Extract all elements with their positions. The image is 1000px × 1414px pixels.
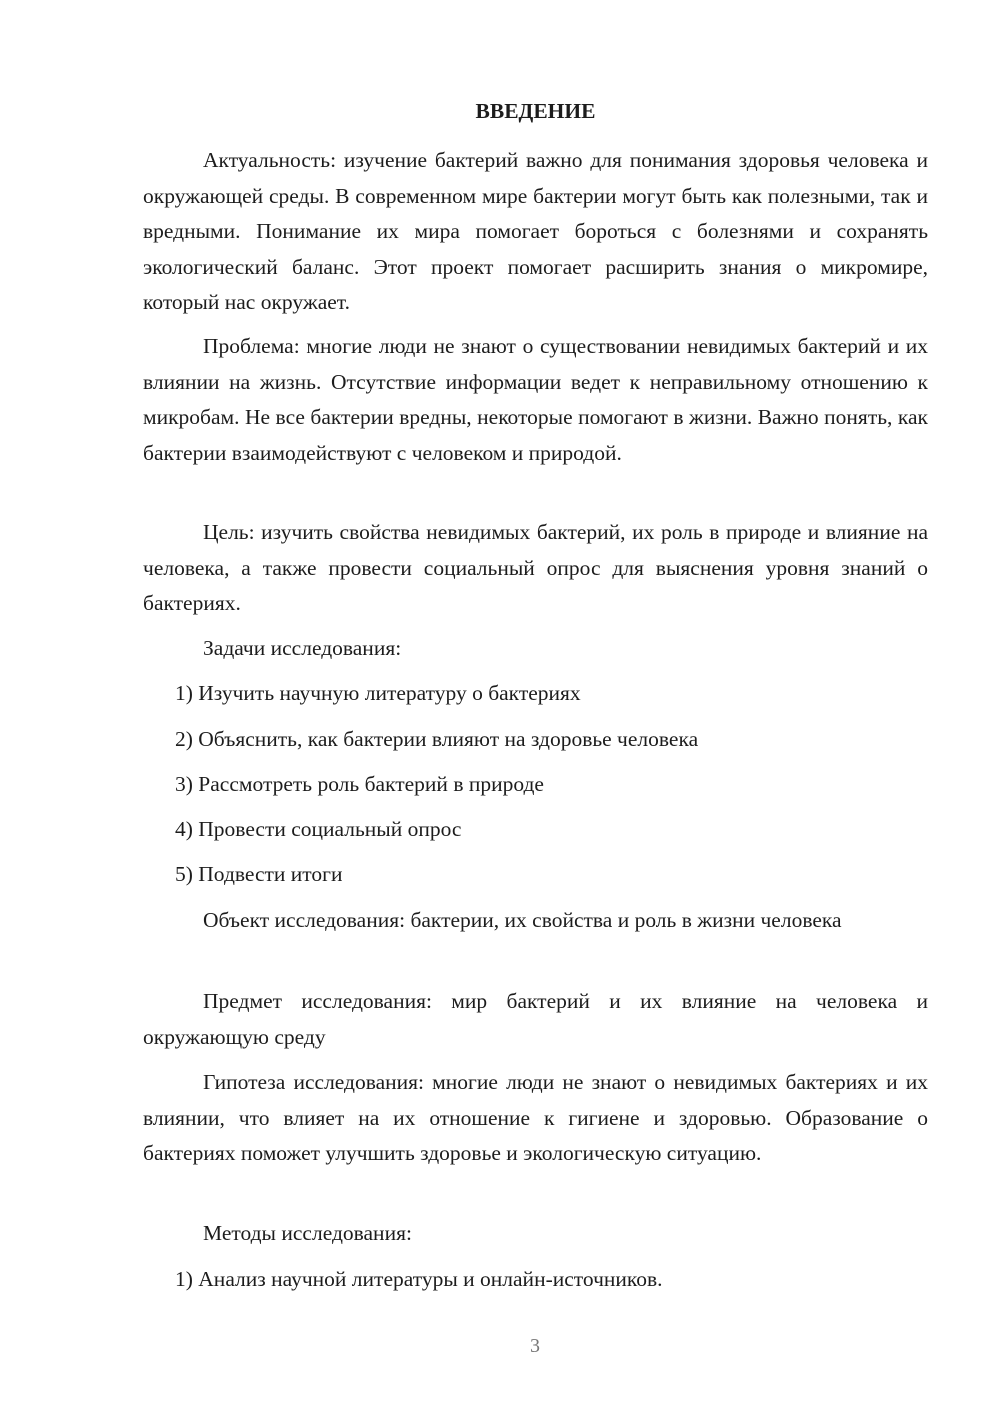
goal-paragraph: Цель: изучить свойства невидимых бактерий, их роль в природе и влияние на человека, а также провести социальный опрос для выяснения уровня знаний о бактериях. [143, 520, 928, 615]
task-item: 3) Рассмотреть роль бактерий в природе [175, 772, 544, 796]
task-item: 4) Провести социальный опрос [175, 817, 462, 841]
relevance-paragraph: Актуальность: изучение бактерий важно для понимания здоровья человека и окружающей среды. В современном мире бактерии могут быть как полезными, так и вредными. Понимание их мира помогает бороться с болезнями и сохранять экологический баланс. Этот проект помогает расширить знания о микромире, который нас окружает. [143, 148, 928, 314]
methods-heading: Методы исследования: [203, 1221, 412, 1245]
object-paragraph: Объект исследования: бактерии, их свойства и роль в жизни человека [203, 908, 842, 932]
method-item: 1) Анализ научной литературы и онлайн-источников. [175, 1267, 663, 1291]
hypothesis-paragraph: Гипотеза исследования: многие люди не знают о невидимых бактериях и их влиянии, что влияет на их отношение к гигиене и здоровью. Образование о бактериях поможет улучшить здоровье и экологическую ситуацию. [143, 1070, 928, 1165]
task-item: 5) Подвести итоги [175, 862, 343, 886]
tasks-heading: Задачи исследования: [203, 636, 402, 660]
page-number: 3 [530, 1335, 540, 1357]
task-item: 2) Объяснить, как бактерии влияют на здоровье человека [175, 727, 699, 751]
page-title: ВВЕДЕНИЕ [475, 99, 596, 123]
task-item: 1) Изучить научную литературу о бактериях [175, 681, 581, 705]
problem-paragraph: Проблема: многие люди не знают о существовании невидимых бактерий и их влиянии на жизнь. Отсутствие информации ведет к неправильному отношению к микробам. Не все бактерии вредны, некоторые помогают в жизни. Важно понять, как бактерии взаимодействуют с человеком и природой. [143, 334, 928, 465]
subject-paragraph: Предмет исследования: мир бактерий и их влияние на человека и окружающую среду [143, 989, 928, 1049]
